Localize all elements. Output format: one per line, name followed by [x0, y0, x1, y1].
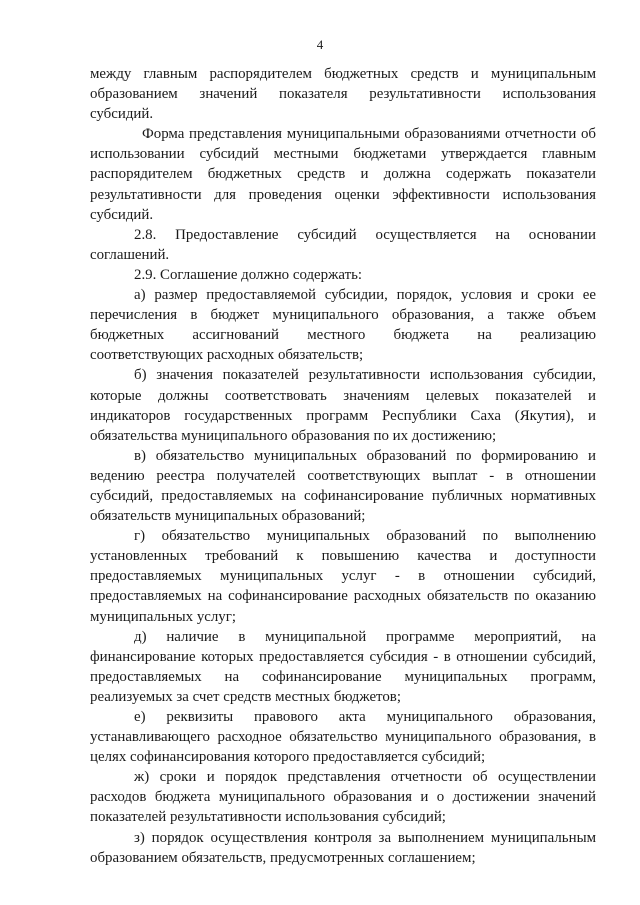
text-line: б) значения показателей результативности использования субсидии, [134, 367, 596, 384]
text-line: Форма представления муниципальными образованиями отчетности об [142, 126, 596, 143]
text-line: 2.9. Соглашение должно содержать: [134, 266, 363, 283]
text-line: обязательства муниципального образования по их достижению; [90, 427, 497, 444]
text-line: соглашений. [90, 246, 170, 263]
page-number: 4 [316, 37, 324, 52]
text-line: обязательств муниципальных образований; [90, 508, 366, 525]
document-body [90, 64, 596, 868]
text-line: образованием обязательств, предусмотренных соглашением; [90, 849, 476, 866]
text-line: з) порядок осуществления контроля за выполнением муниципальным [134, 829, 596, 846]
text-line: муниципальных услуг; [90, 608, 236, 625]
text-line: результативности для проведения оценки эффективности использования [90, 186, 596, 203]
text-line: в) обязательство муниципальных образований по формированию и [134, 447, 596, 464]
text-line: д) наличие в муниципальной программе мероприятий, на [134, 628, 596, 645]
text-line: показателей результативности использования субсидий; [90, 809, 446, 826]
text-line: 2.8. Предоставление субсидий осуществляется на основании [134, 226, 596, 243]
text-line: реализуемых за счет средств местных бюджетов; [90, 688, 401, 705]
text-line: которые должны соответствовать значениям целевых показателей и [90, 387, 596, 404]
text-line: распорядителем бюджетных средств и должна содержать показатели [90, 166, 596, 183]
text-line: а) размер предоставляемой субсидии, порядок, условия и сроки ее [134, 287, 596, 304]
text-line: использовании субсидий местными бюджетами утверждается главным [90, 146, 596, 163]
text-line: целях софинансирования которого предоставляется субсидий; [90, 749, 486, 766]
text-line: предоставляемых на софинансирование расходных обязательств по оказанию [90, 588, 596, 605]
text-line: субсидий. [90, 106, 154, 123]
text-line: субсидий, предоставляемых на софинансирование публичных нормативных [90, 487, 596, 504]
text-line: индикаторов государственных программ Республики Саха (Якутия), и [90, 407, 596, 424]
text-line: г) обязательство муниципальных образований по выполнению [134, 528, 596, 545]
text-line: предоставляемых на софинансирование муниципальных программ, [90, 668, 596, 685]
text-line: установленных требований к повышению качества и доступности [90, 548, 596, 565]
text-line: между главным распорядителем бюджетных средств и муниципальным [90, 66, 596, 82]
text-line: финансирование которых предоставляется субсидия - в отношении субсидий, [90, 648, 596, 665]
text-line: ж) сроки и порядок представления отчетности об осуществлении [134, 769, 596, 786]
text-line: соответствующих расходных обязательств; [90, 347, 364, 364]
text-line: устанавливающего расходное обязательство муниципального образования, в [90, 729, 596, 746]
text-line: бюджетных ассигнований местного бюджета на реализацию [90, 327, 596, 344]
text-line: ведению реестра получателей соответствующих выплат - в отношении [90, 467, 596, 484]
text-line: е) реквизиты правового акта муниципального образования, [134, 709, 596, 725]
text-line: перечисления в бюджет муниципального образования, а также объем [90, 307, 596, 324]
text-line: предоставляемых муниципальных услуг - в отношении субсидий, [90, 568, 596, 585]
text-line: образованием значений показателя результативности использования [90, 86, 596, 103]
text-line: субсидий. [90, 206, 154, 223]
text-line: расходов бюджета муниципального образования и о достижении значений [90, 789, 596, 806]
